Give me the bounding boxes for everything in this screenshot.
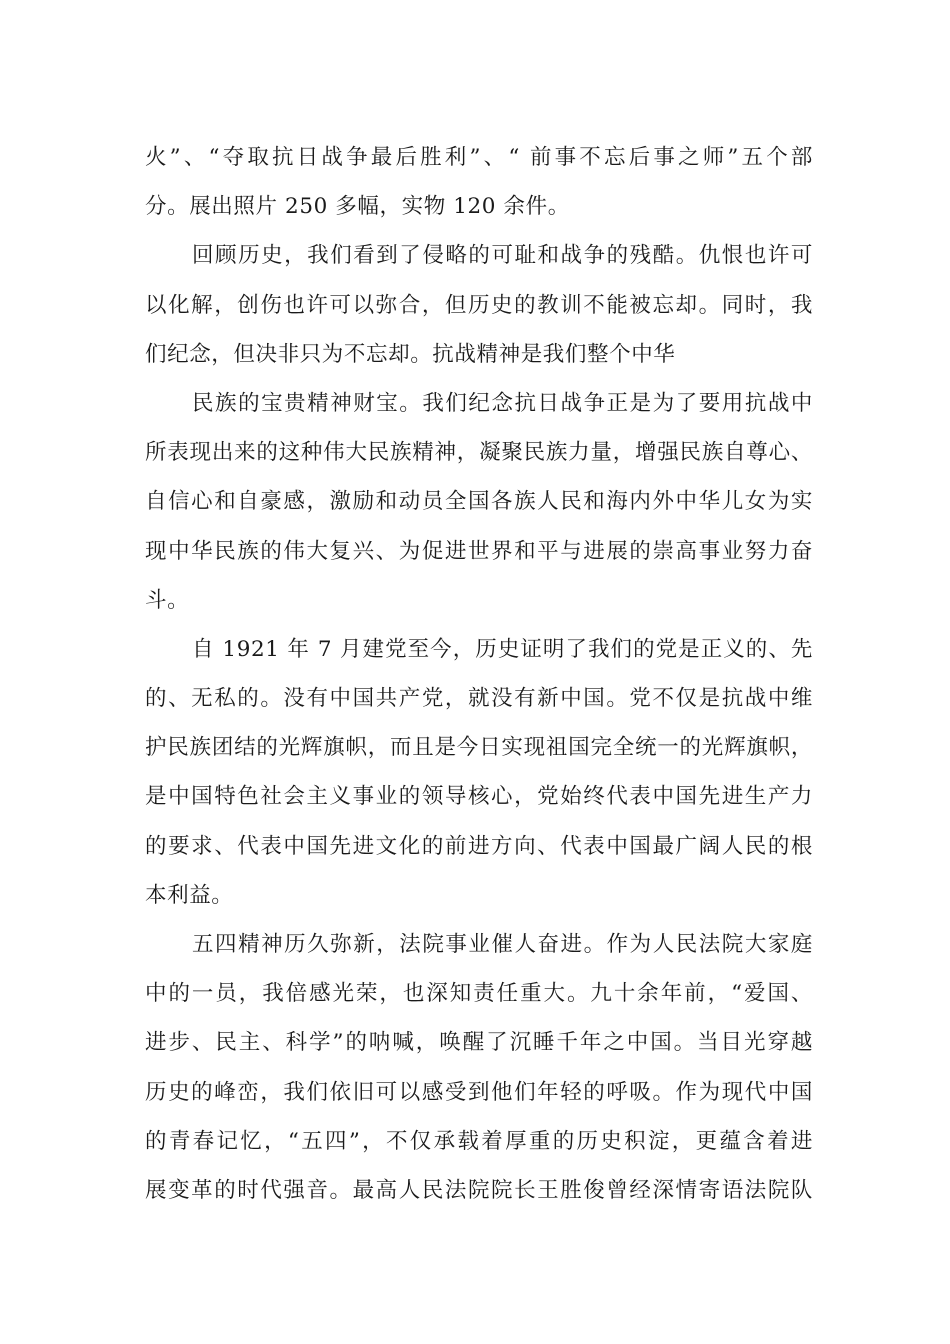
- text-line: 现中华民族的伟大复兴、为促进世界和平与进展的崇高事业努力奋: [145, 538, 813, 564]
- text-line: 自信心和自豪感，激励和动员全国各族人民和海内外中华儿女为实: [145, 489, 813, 515]
- text-line: 进步、民主、科学”的呐喊，唤醒了沉睡千年之中国。当目光穿越: [145, 1030, 813, 1056]
- text-line: 的要求、代表中国先进文化的前进方向、代表中国最广阔人民的根: [145, 833, 813, 859]
- text-line: 分。展出照片 250 多幅，实物 120 余件。: [145, 194, 570, 220]
- text-line: 自 1921 年 7 月建党至今，历史证明了我们的党是正义的、先: [192, 636, 813, 662]
- text-line: 们纪念，但决非只为不忘却。抗战精神是我们整个中华: [145, 341, 676, 367]
- text-line: 斗。: [145, 587, 190, 613]
- text-line: 民族的宝贵精神财宝。我们纪念抗日战争正是为了要用抗战中: [192, 390, 813, 416]
- text-line: 护民族团结的光辉旗帜，而且是今日实现祖国完全统一的光辉旗帜，: [145, 735, 813, 761]
- text-line: 火”、“夺取抗日战争最后胜利”、“ 前事不忘后事之师”五个部: [145, 145, 813, 170]
- text-line: 是中国特色社会主义事业的领导核心，党始终代表中国先进生产力: [145, 784, 813, 810]
- text-line: 历史的峰峦，我们依旧可以感受到他们年轻的呼吸。作为现代中国: [145, 1079, 813, 1105]
- text-line: 回顾历史，我们看到了侵略的可耻和战争的残酷。仇恨也许可: [192, 243, 813, 269]
- text-line: 所表现出来的这种伟大民族精神，凝聚民族力量，增强民族自尊心、: [145, 440, 813, 466]
- text-line: 的青春记忆，“五四”，不仅承载着厚重的历史积淀，更蕴含着进: [145, 1128, 813, 1154]
- body-text: [145, 133, 813, 1215]
- text-line: 展变革的时代强音。最高人民法院院长王胜俊曾经深情寄语法院队: [145, 1177, 813, 1203]
- text-line: 本利益。: [145, 882, 234, 908]
- text-line: 以化解，创伤也许可以弥合，但历史的教训不能被忘却。同时，我: [145, 292, 813, 318]
- text-line: 的、无私的。没有中国共产党，就没有新中国。党不仅是抗战中维: [145, 686, 813, 712]
- text-line: 中的一员，我倍感光荣，也深知责任重大。九十余年前，“爱国、: [145, 981, 813, 1007]
- text-line: 五四精神历久弥新，法院事业催人奋进。作为人民法院大家庭: [192, 932, 813, 957]
